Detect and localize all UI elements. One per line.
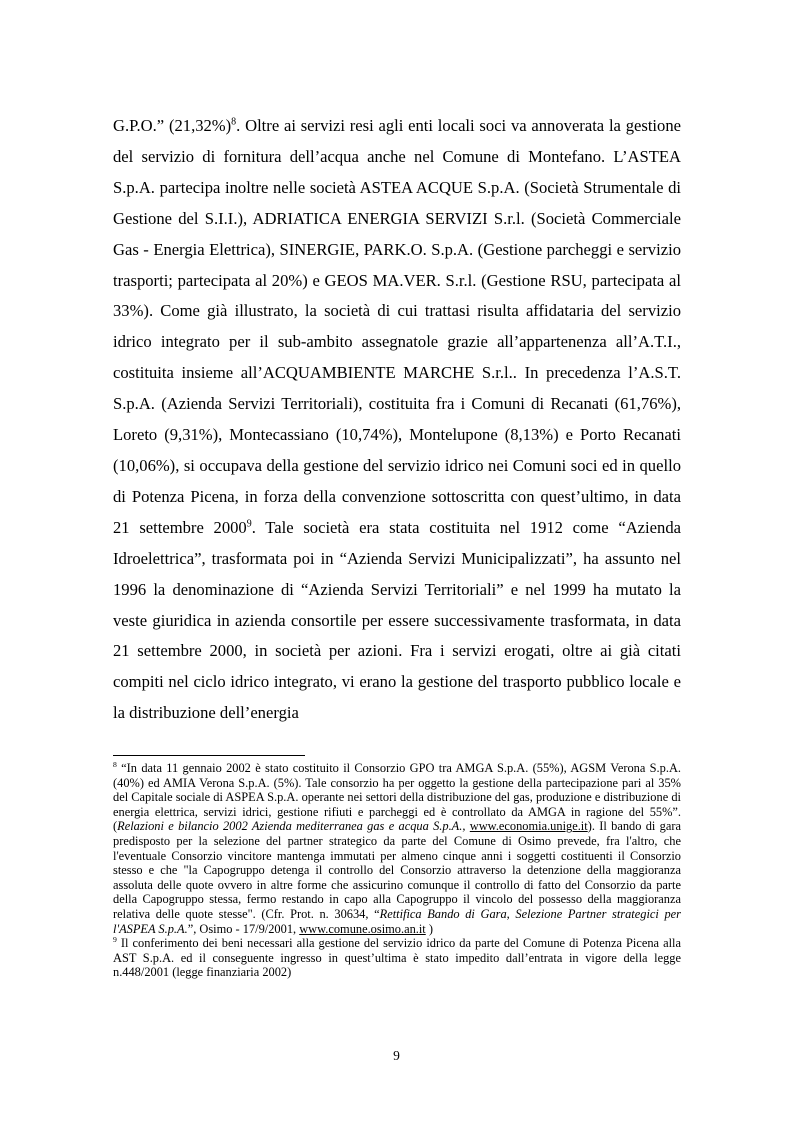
footnote-reference-8[interactable]: 8 — [231, 116, 237, 128]
footnote-8-text-1: “In data 11 gennaio 2002 è stato costituito il Consorzio GPO tra AMGA S.p.A. (55%), AGSM Verona S.p.A. (40%) ed AMIA Verona S.p.A. (5%). Tale consorzio ha per oggetto la gestione della partecipazione pari al 35% del Capitale sociale di ASPEA S.p.A. operante nei settori della distribuzione del gas, produzione e distribuzione di energia elettrica, servizi idrici, gestione rifiuti e parcheggi ed è controllato da AMGA in ragione del 55%”. ( — [113, 761, 681, 834]
comune-osimo-link[interactable]: www.comune.osimo.an.it — [299, 921, 426, 936]
footnote-mark-9: 9 — [113, 935, 117, 944]
footnote-8-text-3: ). Il bando di gara predisposto per la selezione del partner strategico da parte del Comune di Osimo prevede, fra l'altro, che l'eventuale Consorzio vincitore mantenga immutati per almeno cinque anni i soggetti costituenti il Consorzio stesso e che "la Capogruppo detenga il controllo del Consorzio attraverso la detenzione della maggioranza assoluta delle quote ovvero in altre forme che assicurino comunque il controllo di fatto del Consorzio da parte della Capogruppo stessa, fermo restando in capo alla Capogruppo il vincolo del possesso della maggioranza relativa delle quote stesse". (Cfr. Prot. n. 30634, “ — [113, 819, 681, 921]
footnote-mark-8: 8 — [113, 759, 117, 769]
footnote-9 — [113, 936, 681, 980]
footnote-8-document-title: Rettifica Bando di Gara, Selezione Partner strategici per l'ASPEA S.p.A. — [113, 906, 681, 936]
footnotes — [113, 761, 681, 980]
footnote-8-source-title: Relazioni e bilancio 2002 Azienda mediterranea gas e acqua S.p.A., — [117, 819, 466, 834]
footnote-8-text-4: ”, Osimo - 17/9/2001, — [187, 921, 300, 936]
page-number: 9 — [393, 1048, 400, 1063]
footnote-8 — [113, 761, 681, 936]
body-paragraph — [113, 111, 681, 729]
body-text-part-2: . Oltre ai servizi resi agli enti locali soci va annoverata la gestione del servizio di fornitura dell’acqua anche nel Comune di Montefano. L’ASTEA S.p.A. partecipa inoltre nelle società ASTEA ACQUE S.p.A. (Società Strumentale di Gestione del S.I.I.), ADRIATICA ENERGIA SERVIZI S.r.l. (Società Commerciale Gas - Energia Elettrica), SINERGIE, PARK.O. S.p.A. (Gestione parcheggi e servizio trasporti; partecipata al 20%) e GEOS MA.VER. S.r.l. (Gestione RSU, partecipata al 33%). Come già illustrato, la società di cui trattasi risulta affidataria del servizio idrico integrato per il sub-ambito assegnatole grazie all’appartenenza all’A.T.I., costituita insieme all’ACQUAMBIENTE MARCHE S.r.l.. In precedenza l’A.S.T. S.p.A. (Azienda Servizi Territoriali), costituita fra i Comuni di Recanati (61,76%), Loreto (9,31%), Montecassiano (10,74%), Montelupone (8,13%) e Porto Recanati (10,06%), si occupava della gestione del servizio idrico nei Comuni soci ed in quello di Potenza Picena, in forza della convenzione sottoscritta con quest’ultimo, in data 21 settembre 2000 — [113, 116, 682, 537]
footnote-reference-9[interactable]: 9 — [246, 518, 252, 530]
body-text-part-3: . Tale società era stata costituita nel 1912 come “Azienda Idroelettrica”, trasformata poi in “Azienda Servizi Municipalizzati”, ha assunto nel 1996 la denominazione di “Azienda Servizi Territoriali” e nel 1999 ha mutato la veste giuridica in azienda consortile per essere successivamente trasformata, in data 21 settembre 2000, in società per azioni. Fra i servizi erogati, oltre ai già citati compiti nel ciclo idrico integrato, vi erano la gestione del trasporto pubblico locale e la distribuzione dell’energia — [113, 517, 681, 723]
footnote-8-text-5: ) — [425, 921, 433, 936]
body-text-part-1: G.P.O.” (21,32%) — [113, 116, 232, 135]
economia-unige-link[interactable]: www.economia.unige.it — [469, 819, 588, 834]
footnote-separator — [113, 755, 305, 756]
footnote-9-text: Il conferimento dei beni necessari alla gestione del servizio idrico da parte del Comune di Potenza Picena alla AST S.p.A. ed il conseguente ingresso in quest’ultima è stato impedito dall’entrata in vigore della legge n.448/2001 (legge finanziaria 2002) — [113, 936, 681, 980]
